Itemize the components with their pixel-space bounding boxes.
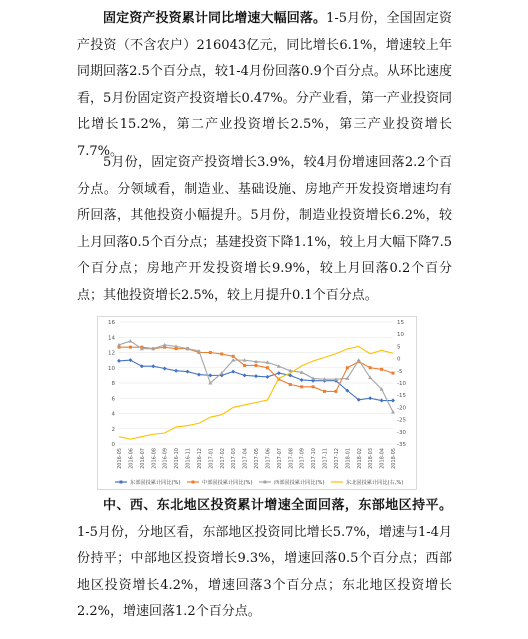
- y-right-tick-label: 5: [397, 344, 401, 351]
- y-right-tick-label: -10: [397, 381, 406, 387]
- y-left-tick-label: 0: [111, 442, 115, 448]
- x-tick-label: 2017-05: [254, 448, 260, 469]
- y-left-tick-label: 14: [108, 335, 115, 342]
- legend-marker: [264, 481, 267, 484]
- x-tick-label: 2018-03: [368, 448, 375, 469]
- y-right-tick-label: -25: [397, 417, 406, 424]
- legend-label: 东北固投累计同比(右,%): [346, 480, 404, 486]
- series-point-1: [220, 353, 223, 356]
- paragraph-heading: 固定资产投资累计同比增速大幅回落。: [103, 11, 327, 26]
- paragraph-fixed-asset-investment: [77, 6, 452, 165]
- x-tick-label: 2017-10: [311, 448, 318, 469]
- series-point-1: [129, 346, 132, 349]
- y-right-tick-label: -20: [397, 405, 406, 412]
- paragraph-regional-investment: [77, 493, 452, 626]
- series-point-1: [380, 368, 383, 371]
- series-point-1: [392, 372, 395, 375]
- y-left-tick-label: 6: [111, 396, 115, 403]
- y-right-tick-label: -5: [397, 368, 403, 375]
- paragraph-body: 1-5月份，分地区看，东部地区投资同比增长5.7%，增速与1-4月份持平；中部地区投资增长9.3%，增速回落0.5个百分点；西部地区投资增长4.2%，增速回落3个百分点；东北地区投资增长2.2%，增速回落1.2个百分点。: [77, 524, 452, 619]
- x-tick-label: 2017-11: [322, 448, 329, 469]
- series-point-1: [323, 390, 326, 393]
- series-point-1: [243, 364, 246, 367]
- series-point-1: [255, 364, 258, 367]
- x-tick-label: 2017-12: [333, 448, 340, 469]
- y-right-tick-label: -15: [397, 393, 406, 400]
- series-point-1: [312, 385, 315, 388]
- x-tick-label: 2017-07: [276, 448, 283, 469]
- series-point-1: [334, 390, 337, 393]
- x-tick-label: 2017-03: [231, 448, 238, 469]
- series-point-1: [232, 355, 235, 358]
- series-point-1: [209, 351, 212, 354]
- chart-svg: [97, 316, 417, 490]
- y-right-tick-label: -30: [397, 429, 406, 436]
- paragraph-monthly-investment: [77, 150, 452, 309]
- y-right-tick-label: 10: [397, 332, 404, 339]
- y-left-tick-label: 16: [108, 320, 115, 326]
- x-tick-label: 2017-04: [242, 448, 249, 469]
- series-point-1: [266, 366, 269, 369]
- x-tick-label: 2017-08: [288, 448, 295, 469]
- series-point-1: [369, 366, 372, 369]
- y-right-tick-label: -35: [397, 442, 406, 448]
- x-tick-label: 2017-01: [208, 448, 215, 469]
- x-tick-label: 2016-06: [128, 448, 135, 469]
- x-tick-label: 2017-02: [219, 448, 226, 469]
- y-left-tick-label: 2: [111, 426, 115, 433]
- y-left-tick-label: 10: [108, 365, 115, 372]
- legend-label: 西部固投累计同比(%): [274, 480, 325, 486]
- y-right-tick-label: 0: [397, 356, 401, 363]
- legend-label: 东部固投累计同比(%): [130, 480, 181, 486]
- paragraph-body: 1-5月份，全国固定资产投资（不含农户）216043亿元，同比增长6.1%，增速较上年同期回落2.5个百分点，较1-4月份回落0.9个百分点。从环比速度看，5月份固定资产投资增长0.47%。分产业看，第一产业投资同比增长15.2%，第二产业投资增长2.5%，第三产业投资增长7.7%。: [77, 11, 452, 159]
- x-tick-label: 2017-09: [299, 448, 306, 469]
- series-point-1: [346, 366, 349, 369]
- y-left-tick-label: 4: [111, 411, 115, 418]
- regional-investment-chart: [97, 316, 417, 490]
- x-tick-label: 2018-02: [356, 448, 363, 469]
- x-tick-label: 2018-01: [345, 448, 352, 469]
- x-tick-label: 2018-05: [391, 448, 397, 469]
- paragraph-heading: 中、西、东北地区投资累计增速全面回落，东部地区持平。: [103, 498, 452, 513]
- y-right-tick-label: 15: [397, 320, 404, 326]
- x-tick-label: 2016-09: [162, 448, 169, 469]
- x-tick-label: 2017-06: [265, 448, 272, 469]
- series-point-1: [300, 385, 303, 388]
- x-tick-label: 2016-11: [185, 448, 192, 469]
- x-tick-label: 2016-08: [151, 448, 158, 469]
- legend-marker: [120, 481, 123, 484]
- legend-marker: [192, 481, 195, 484]
- x-tick-label: 2016-12: [196, 448, 203, 469]
- y-left-tick-label: 8: [111, 381, 115, 387]
- x-tick-label: 2016-05: [117, 448, 123, 469]
- legend-label: 中部固投累计同比(%): [202, 480, 253, 486]
- paragraph-body: 5月份，固定资产投资增长3.9%，较4月份增速回落2.2个百分点。分领域看，制造业、基础设施、房地产开发投资增速均有所回落，其他投资小幅提升。5月份，制造业投资增长6.2%，较上月回落0.5个百分点；基建投资下降1.1%，较上月大幅下降7.5个百分点；房地产开发投资增长9.9%，较上月回落0.2个百分点；其他投资增长2.5%，较上月提升0.1个百分点。: [77, 155, 452, 303]
- x-tick-label: 2018-04: [379, 448, 386, 469]
- x-tick-label: 2016-10: [174, 448, 181, 469]
- series-point-1: [289, 383, 292, 386]
- x-tick-label: 2016-07: [139, 448, 146, 469]
- y-left-tick-label: 12: [108, 350, 115, 357]
